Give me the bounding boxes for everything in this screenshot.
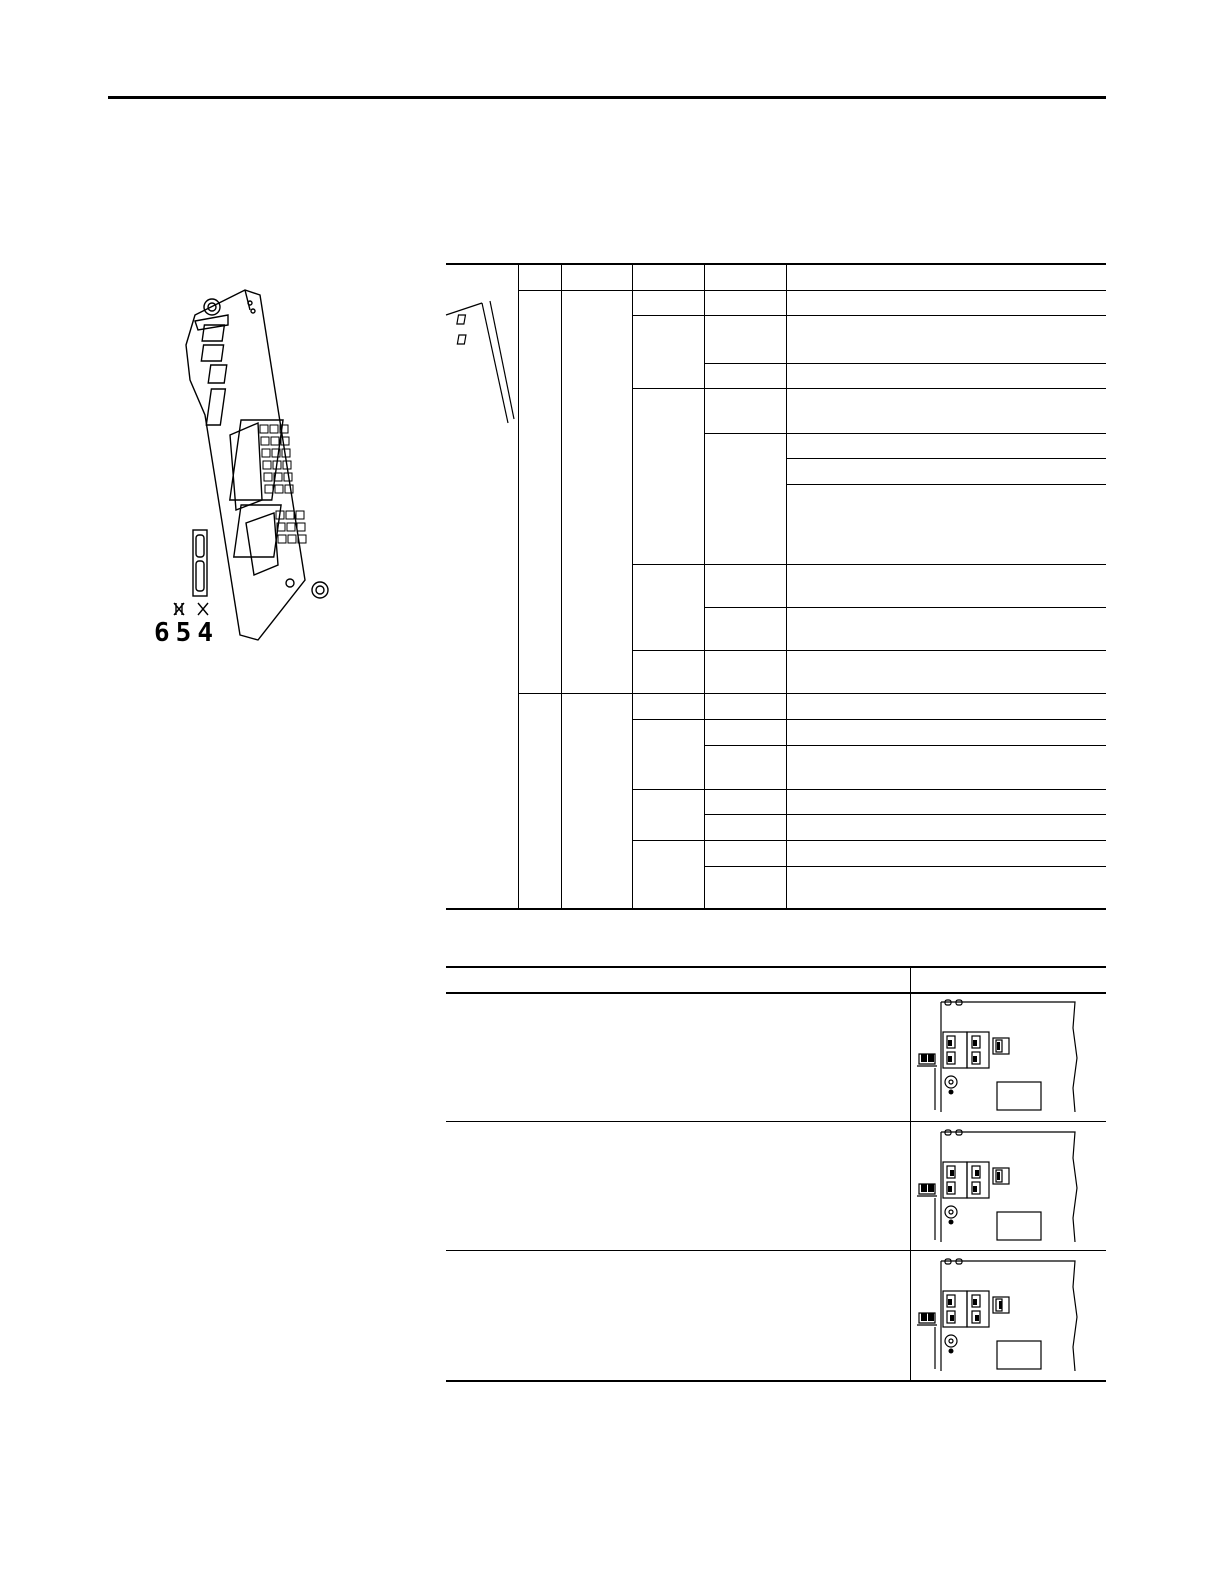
table-row-rule xyxy=(704,607,1106,608)
board-edge-snippet xyxy=(446,295,516,435)
table-bottom-rule xyxy=(446,1380,1106,1382)
col-divider-1 xyxy=(518,264,519,909)
table-row-rule xyxy=(446,1121,1106,1122)
table-row-rule xyxy=(632,789,1106,790)
table-row-rule xyxy=(632,315,1106,316)
table-top-rule xyxy=(446,263,1106,265)
col-divider-2 xyxy=(561,264,562,909)
jumper-diagram-2 xyxy=(915,1128,1105,1244)
col-divider-5 xyxy=(786,264,787,909)
table-row-rule xyxy=(704,363,1106,364)
callout-4: 4 xyxy=(197,618,219,648)
jumper-diagram-3 xyxy=(915,1257,1105,1373)
table-row-rule xyxy=(704,814,1106,815)
table-row-rule xyxy=(786,458,1106,459)
table-row-rule xyxy=(704,745,1106,746)
control-board-illustration xyxy=(150,285,350,645)
table-row-rule xyxy=(632,564,1106,565)
table-row-rule xyxy=(446,1250,1106,1251)
callout-numbers xyxy=(154,618,224,648)
table-row-rule xyxy=(704,866,1106,867)
table-row-rule xyxy=(632,840,1106,841)
table-row-rule xyxy=(632,650,1106,651)
callout-6: 6 xyxy=(154,618,176,648)
table-row-rule xyxy=(632,719,1106,720)
table-row-rule xyxy=(704,433,1106,434)
col-divider-4 xyxy=(704,264,705,909)
table-bottom-rule xyxy=(446,908,1106,910)
page-header-rule xyxy=(108,96,1106,99)
table-row-rule xyxy=(632,388,1106,389)
col-divider-3 xyxy=(632,264,633,909)
table-row-rule xyxy=(518,693,1106,694)
callout-5: 5 xyxy=(175,618,198,648)
table-header-rule xyxy=(446,992,1106,994)
table-top-rule xyxy=(446,966,1106,968)
table-header-rule xyxy=(518,290,1106,291)
col-divider xyxy=(910,966,911,1381)
jumper-diagram-1 xyxy=(915,998,1105,1114)
table-row-rule xyxy=(786,484,1106,485)
